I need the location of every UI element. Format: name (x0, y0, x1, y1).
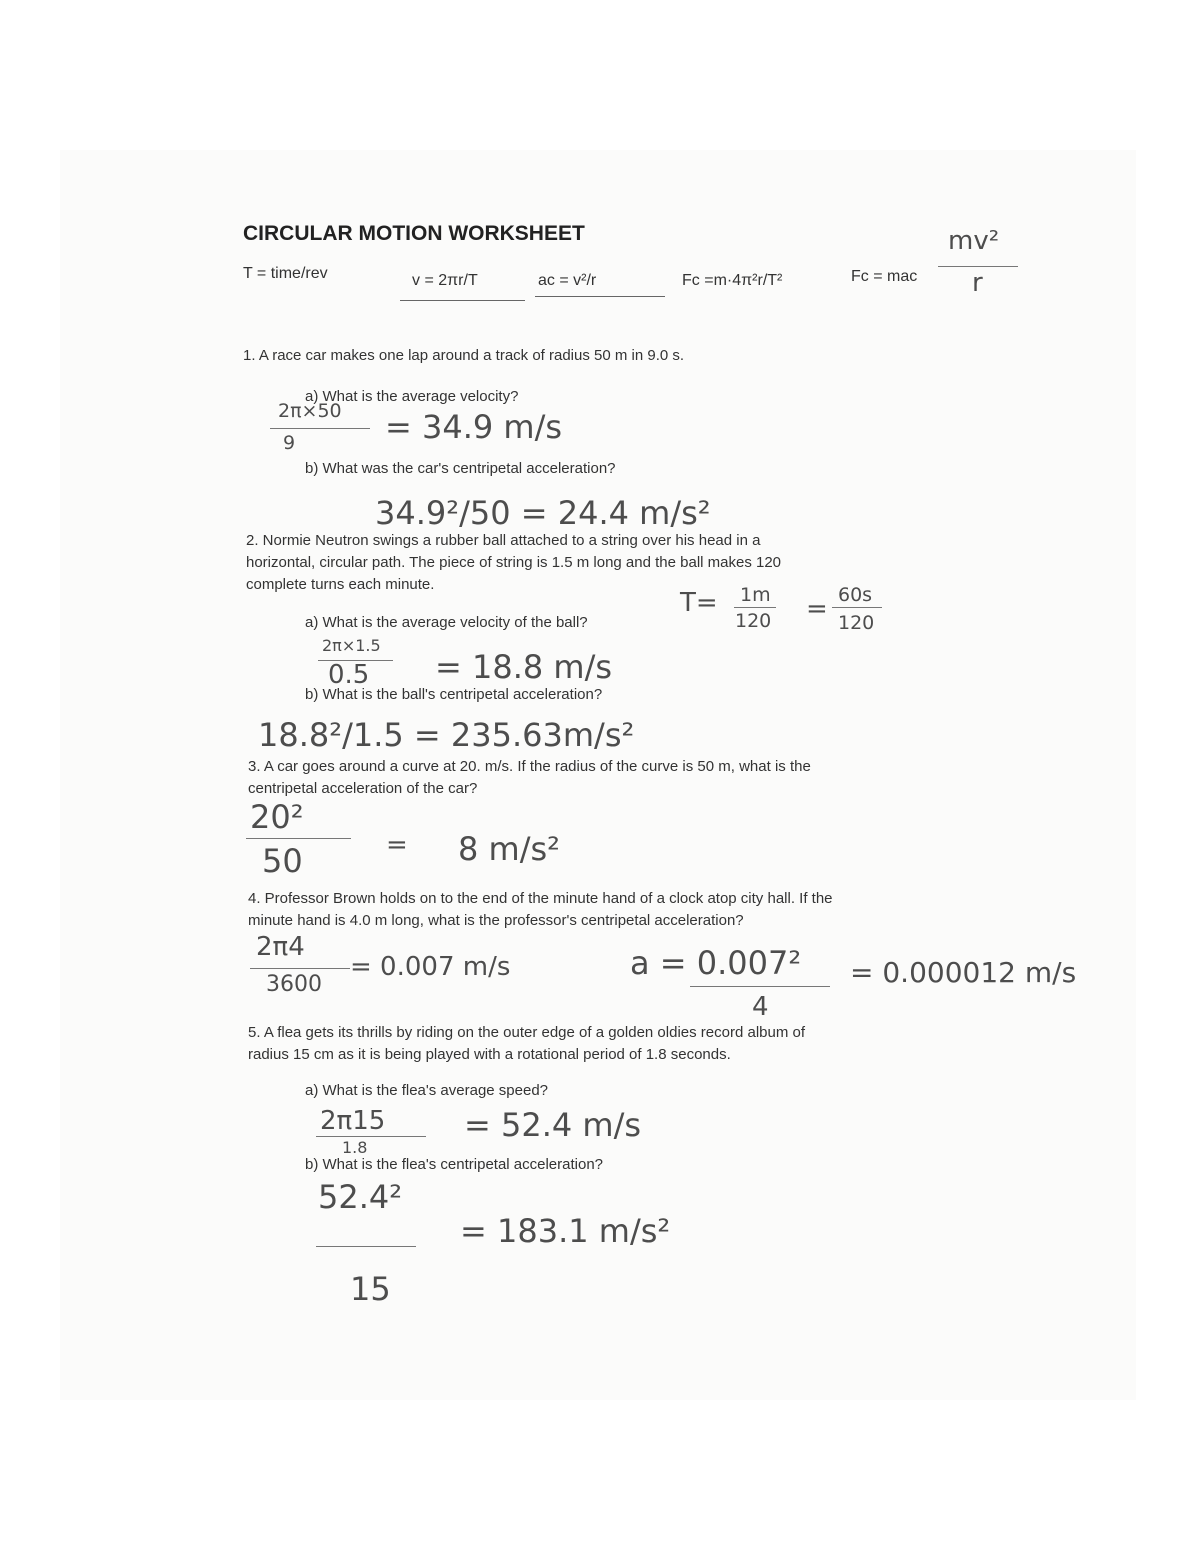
q2-period-numerator2: 60s (838, 584, 873, 606)
q5b-work-result: = 183.1 m/s² (460, 1212, 671, 1250)
q5a-text: a) What is the flea's average speed? (305, 1082, 549, 1099)
handwritten-formula-numerator: mv² (948, 226, 1000, 256)
q3-work-denominator: 50 (262, 842, 303, 880)
formula-force-period: Fc =m·4π²r/T² (682, 272, 783, 289)
q2a-work-numerator: 2π×1.5 (322, 636, 381, 655)
q3-work-numerator: 20² (250, 798, 304, 836)
q2a-work-denominator: 0.5 (328, 660, 370, 690)
q4-work1-bar (250, 968, 350, 969)
q1b-work: 34.9²/50 = 24.4 m/s² (375, 494, 711, 532)
q5a-work-bar (316, 1136, 426, 1137)
q4-work1-denominator: 3600 (266, 972, 322, 997)
q2-period-numerator1: 1m (740, 584, 771, 606)
q4-work2-denominator: 4 (752, 992, 769, 1022)
q3-text-line2: centripetal acceleration of the car? (248, 780, 478, 797)
q2a-work-result: = 18.8 m/s (435, 648, 613, 686)
q5b-work-numerator: 52.4² (318, 1178, 403, 1216)
formula-period: T = time/rev (243, 265, 328, 282)
q1a-work-numerator: 2π×50 (278, 400, 342, 422)
q1a-work-result: = 34.9 m/s (385, 408, 563, 446)
q3-work-bar (246, 838, 351, 839)
q5b-work-denominator: 15 (350, 1270, 391, 1308)
q5b-text: b) What is the flea's centripetal acceleration? (305, 1156, 604, 1173)
q4-work2-result: = 0.000012 m/s (850, 956, 1077, 989)
worksheet-title: CIRCULAR MOTION WORKSHEET (243, 222, 585, 245)
q1a-work-denominator: 9 (283, 432, 296, 454)
handwritten-formula-bar (938, 266, 1018, 267)
q2-period-denominator2: 120 (838, 612, 875, 634)
q4-work2-numerator: a = 0.007² (630, 944, 802, 982)
q5b-work-bar (316, 1246, 416, 1247)
q3-work-equals: = (386, 830, 408, 860)
q1-text: 1. A race car makes one lap around a track of radius 50 m in 9.0 s. (243, 347, 685, 364)
q2a-text: a) What is the average velocity of the ball? (305, 614, 588, 631)
formula-acceleration-underline (535, 296, 665, 297)
q5-text-line1: 5. A flea gets its thrills by riding on the outer edge of a golden oldies record album of (248, 1024, 806, 1041)
formula-centripetal-acceleration: ac = v²/r (538, 272, 597, 289)
q2-period-label: T= (680, 588, 718, 618)
q2-period-equals: = (806, 594, 828, 624)
q2-period-denominator1: 120 (735, 610, 772, 632)
q4-work1-result: = 0.007 m/s (350, 952, 511, 982)
q2-period-bar2 (832, 607, 882, 608)
q2b-work: 18.8²/1.5 = 235.63m/s² (258, 716, 635, 754)
q4-work1-numerator: 2π4 (256, 932, 305, 962)
formula-velocity: v = 2πr/T (412, 272, 478, 289)
q4-text-line1: 4. Professor Brown holds on to the end of the minute hand of a clock atop city hall. If the (248, 890, 833, 907)
q3-text-line1: 3. A car goes around a curve at 20. m/s. If the radius of the curve is 50 m, what is the (248, 758, 811, 775)
q1b-text: b) What was the car's centripetal acceleration? (305, 460, 616, 477)
q5-text-line2: radius 15 cm as it is being played with a rotational period of 1.8 seconds. (248, 1046, 731, 1063)
formula-velocity-underline (400, 300, 525, 301)
q2b-text: b) What is the ball's centripetal acceleration? (305, 686, 603, 703)
q2-text-line1: 2. Normie Neutron swings a rubber ball attached to a string over his head in a (246, 532, 761, 549)
q2-text-line2: horizontal, circular path. The piece of string is 1.5 m long and the ball makes 120 (246, 554, 782, 571)
q5a-work-denominator: 1.8 (342, 1138, 368, 1157)
q4-work2-bar (690, 986, 830, 987)
q2-text-line3: complete turns each minute. (246, 576, 435, 593)
q1a-work-bar (270, 428, 370, 429)
q5a-work-numerator: 2π15 (320, 1106, 386, 1136)
q1a-text: a) What is the average velocity? (305, 388, 519, 405)
q4-text-line2: minute hand is 4.0 m long, what is the professor's centripetal acceleration? (248, 912, 744, 929)
handwritten-formula-denominator: r (972, 268, 983, 298)
q2-period-bar1 (734, 607, 776, 608)
q3-work-result: 8 m/s² (458, 830, 560, 868)
q5a-work-result: = 52.4 m/s (464, 1106, 642, 1144)
formula-force-mass: Fc = mac (851, 268, 918, 285)
